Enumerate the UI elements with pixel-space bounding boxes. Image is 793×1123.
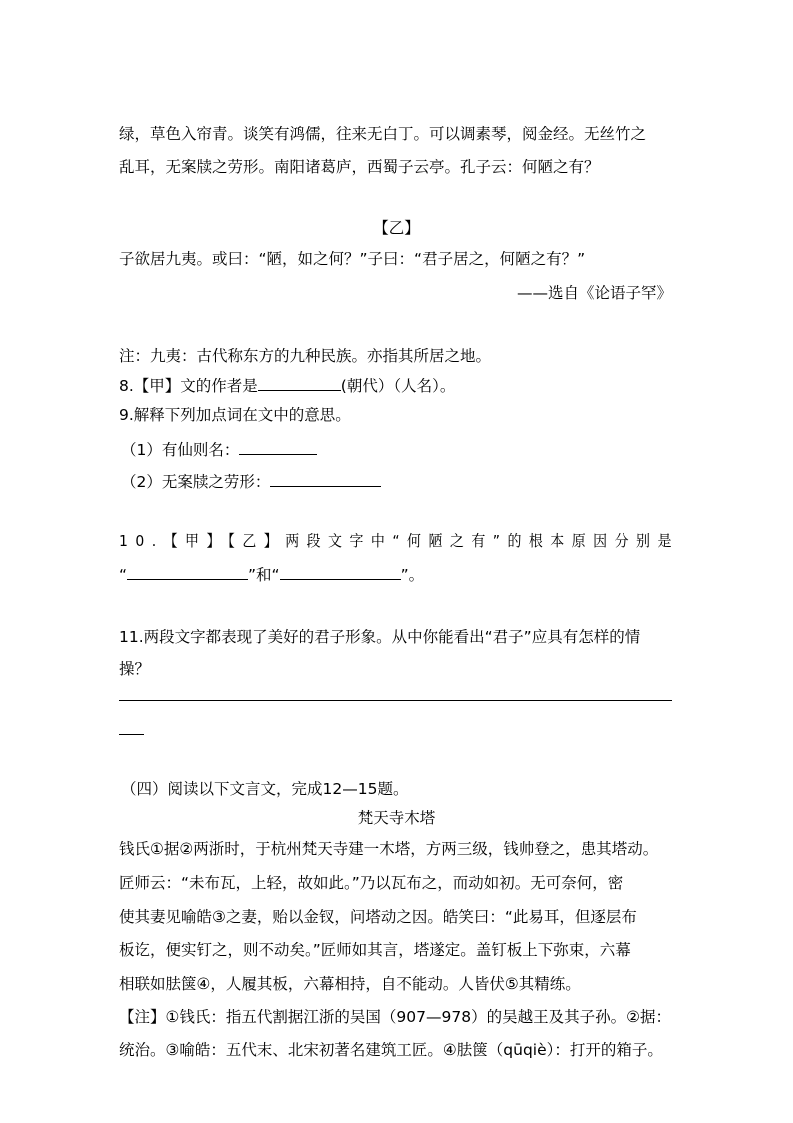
section-4-line-5: 相联如胠箧④，人履其板，六幕相持，自不能动。人皆伏⑤其精练。 — [119, 975, 581, 993]
question-11-answer-line-2[interactable] — [119, 734, 144, 735]
question-9-item-2 — [121, 471, 381, 492]
question-11-line-2: 操？ — [119, 660, 151, 678]
section-4-note-line-2: 统治。③喻皓：五代末、北宋初著名建筑工匠。④胠箧（qūqiè）：打开的箱子。 — [119, 1041, 663, 1059]
question-10-quote-open: “ — [119, 566, 128, 584]
passage-b-heading: 【乙】 — [373, 219, 420, 237]
question-8-prefix: 8.【甲】文的作者是 — [119, 377, 258, 395]
question-9-item-2-blank[interactable] — [270, 471, 381, 487]
question-8 — [119, 375, 455, 396]
question-10-blank-b[interactable] — [280, 564, 401, 580]
question-9-item-1-blank[interactable] — [239, 439, 317, 455]
question-9-title: 9.解释下列加点词在文中的意思。 — [119, 406, 351, 424]
passage-b-source: ——选自《论语子罕》 — [516, 284, 672, 302]
question-9-item-1 — [121, 439, 317, 460]
question-10-blank-a[interactable] — [127, 564, 248, 580]
passage-a-line-2: 乱耳，无案牍之劳形。南阳诸葛庐，西蜀子云亭。孔子云：何陋之有？ — [119, 158, 600, 176]
question-10-quote-close: ”。 — [400, 566, 425, 584]
section-4-title: 梵天寺木塔 — [357, 809, 436, 827]
section-4-intro: （四）阅读以下文言文，完成12—15题。 — [121, 780, 409, 798]
question-11-answer-line-1[interactable] — [119, 700, 672, 701]
question-8-suffix: (朝代）（人名）。 — [340, 377, 456, 395]
section-4-line-3: 使其妻见喻皓③之妻，贻以金钗，问塔动之因。皓笑曰：“此易耳，但逐层布 — [119, 908, 637, 926]
question-11-line-1: 11.两段文字都表现了美好的君子形象。从中你能看出“君子”应具有怎样的情 — [119, 628, 641, 646]
question-10-line-2 — [119, 564, 424, 585]
question-10-connector: ”和“ — [248, 566, 280, 584]
section-4-note-line-1: 【注】①钱氏：指五代割据江浙的吴国（907—978）的吴越王及其子孙。②据： — [119, 1008, 671, 1026]
question-8-answer-blank[interactable] — [258, 375, 341, 391]
section-4-line-2: 匠师云：“未布瓦，上轻，故如此。”乃以瓦布之，而动如初。无可奈何，密 — [119, 874, 624, 892]
question-10-line-1: 10.【甲】【乙】两段文字中“何陋之有”的根本原因分别是 — [119, 532, 679, 550]
question-9-item-1-label: （1）有仙则名： — [121, 441, 240, 459]
note: 注：九夷：古代称东方的九种民族。亦指其所居之地。 — [119, 347, 492, 365]
passage-b-text: 子欲居九夷。或曰：“陋，如之何？”子曰：“君子居之，何陋之有？” — [119, 250, 586, 268]
section-4-line-4: 板讫，便实钉之，则不动矣。”匠师如其言，塔遂定。盖钉板上下弥束，六幕 — [119, 941, 631, 959]
section-4-line-1: 钱氏①据②两浙时，于杭州梵天寺建一木塔，方两三级，钱帅登之，患其塔动。 — [119, 840, 659, 858]
passage-a-line-1: 绿，草色入帘青。谈笑有鸿儒，往来无白丁。可以调素琴，阅金经。无丝竹之 — [119, 125, 647, 143]
question-9-item-2-label: （2）无案牍之劳形： — [121, 473, 271, 491]
